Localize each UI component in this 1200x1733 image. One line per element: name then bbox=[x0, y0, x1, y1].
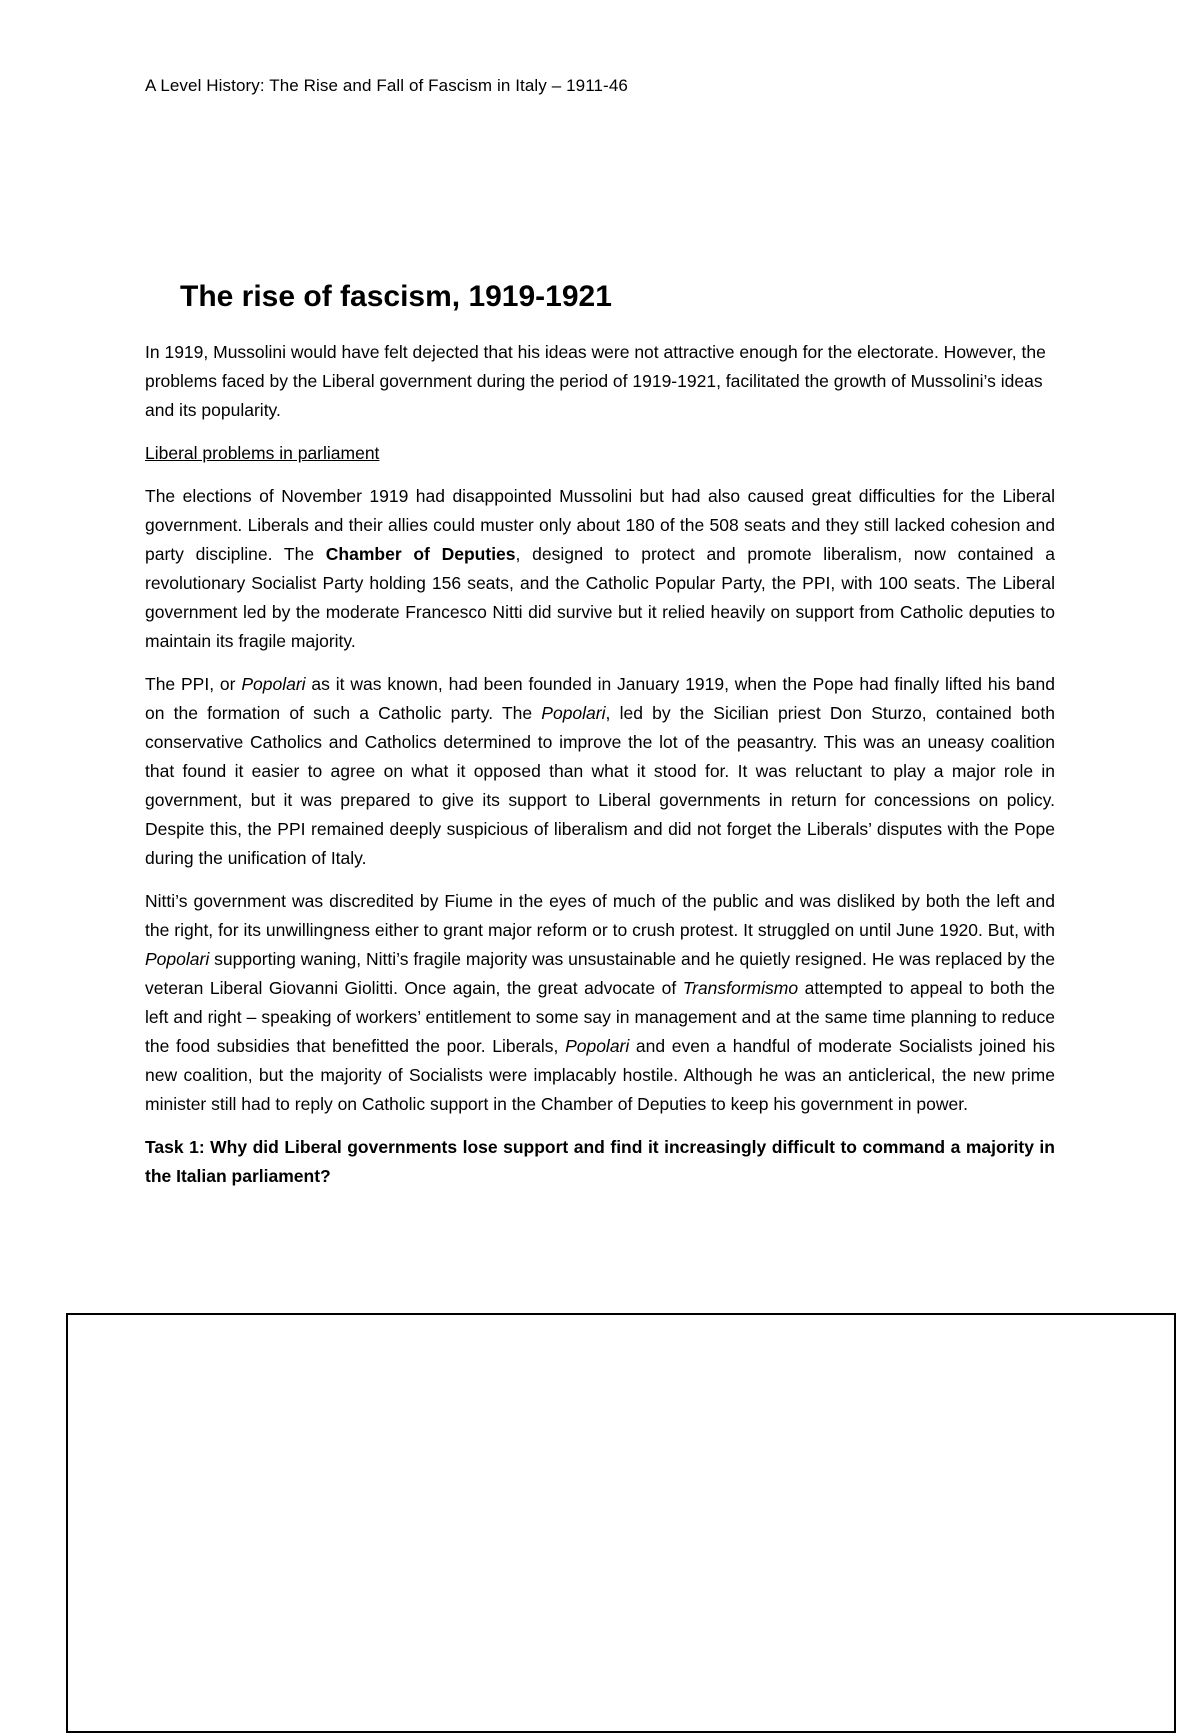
popolari-term: Popolari bbox=[145, 949, 210, 969]
section-heading bbox=[145, 439, 1055, 468]
paragraph-ppi-text-a: The PPI, or bbox=[145, 674, 242, 694]
document-body bbox=[145, 338, 1055, 1205]
paragraph-nitti-text-c: supporting waning, Nitti’s fragile majority was unsustainable and he quietly resigned. He was replaced by the veteran Liberal Giovanni Giolitti. Once again, the great advocate of bbox=[145, 949, 1055, 998]
document-title: The rise of fascism, 1919-1921 bbox=[180, 280, 612, 313]
popolari-term: Popolari bbox=[541, 703, 606, 723]
paragraph-elections-text-c: , designed to protect and promote liberalism, now contained a revolutionary Socialist Party holding 156 seats, and the Catholic Popular Party, the PPI, with 100 seats. The Liberal government led by the moderate Francesco Nitti did survive but it relied heavily on support from Catholic deputies to maintain its fragile majority. bbox=[145, 544, 1055, 651]
paragraph-nitti-text-a: Nitti’s government was discredited by Fiume in the eyes of much of the public and was disliked by both the left and the right, for its unwillingness either to grant major reform or to crush protest. It struggled on until June 1920. But, with bbox=[145, 891, 1055, 940]
paragraph-nitti-text-g: and even a handful of moderate Socialists joined his new coalition, but the majority of Socialists were implacably hostile. Although he was an anticlerical, the new prime minister still had to reply on Catholic support in the Chamber of Deputies to keep his government in power. bbox=[145, 1036, 1055, 1114]
chamber-of-deputies-term: Chamber of Deputies bbox=[325, 544, 516, 564]
paragraph-elections bbox=[145, 482, 1055, 656]
paragraph-elections-text-a: The elections of November 1919 had disappointed Mussolini but had also caused great difficulties for the Liberal government. Liberals and their allies could muster only about 180 of the 508 seats and they still lacked cohesion and party discipline. The bbox=[145, 486, 1055, 564]
paragraph-nitti bbox=[145, 887, 1055, 1119]
intro-paragraph: In 1919, Mussolini would have felt dejected that his ideas were not attractive enough for the electorate. However, the problems faced by the Liberal government during the period of 1919-1921, facilitated the growth of Mussolini’s ideas and its popularity. bbox=[145, 342, 1046, 420]
page-header: A Level History: The Rise and Fall of Fascism in Italy – 1911-46 bbox=[145, 76, 628, 95]
paragraph-ppi-text-c: as it was known, had been founded in January 1919, when the Pope had finally lifted his band on the formation of such a Catholic party. The bbox=[145, 674, 1055, 723]
task-question: Task 1: Why did Liberal governments lose support and find it increasingly difficult to command a majority in the Italian parliament? bbox=[145, 1137, 1055, 1186]
paragraph-ppi-text-e: , led by the Sicilian priest Don Sturzo, contained both conservative Catholics and Catholics determined to improve the lot of the peasantry. This was an uneasy coalition that found it easier to agree on what it opposed than what it stood for. It was reluctant to play a major role in government, but it was prepared to give its support to Liberal governments in return for concessions on policy. Despite this, the PPI remained deeply suspicious of liberalism and did not forget the Liberals’ disputes with the Pope during the unification of Italy. bbox=[145, 703, 1055, 868]
popolari-term: Popolari bbox=[565, 1036, 630, 1056]
answer-box[interactable] bbox=[66, 1313, 1176, 1733]
popolari-term: Popolari bbox=[241, 674, 306, 694]
paragraph-ppi bbox=[145, 670, 1055, 873]
paragraph-nitti-text-e: attempted to appeal to both the left and right – speaking of workers’ entitlement to some say in management and at the same time planning to reduce the food subsidies that benefitted the poor. Liberals, bbox=[145, 978, 1055, 1056]
transformismo-term: Transformismo bbox=[682, 978, 799, 998]
section-heading-text: Liberal problems in parliament bbox=[145, 443, 380, 463]
